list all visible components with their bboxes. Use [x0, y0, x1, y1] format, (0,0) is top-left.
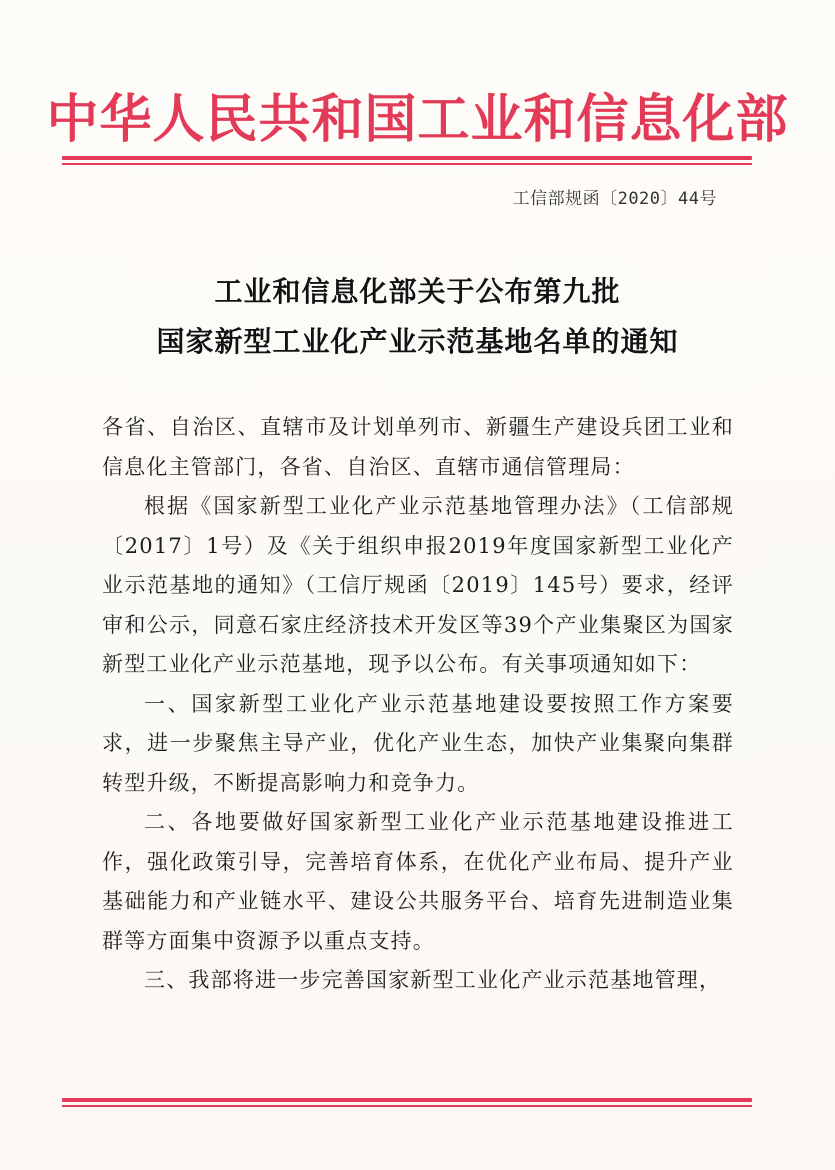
body-paragraph-item-1: 一、国家新型工业化产业示范基地建设要按照工作方案要求，进一步聚焦主导产业，优化产业生态，加快产业集聚向集群转型升级，不断提高影响力和竞争力。	[102, 691, 734, 795]
header-red-rule	[62, 156, 752, 165]
red-rule-thin-line	[62, 163, 752, 165]
document-body	[102, 408, 734, 1001]
red-rule-thin-line	[62, 1105, 752, 1107]
red-rule-thick-line	[62, 156, 752, 160]
addressee-paragraph: 各省、自治区、直辖市及计划单列市、新疆生产建设兵团工业和信息化主管部门，各省、自治区、直辖市通信管理局：	[102, 415, 734, 479]
body-paragraph-basis: 根据《国家新型工业化产业示范基地管理办法》（工信部规〔2017〕1号）及《关于组织申报2019年度国家新型工业化产业示范基地的通知》（工信厅规函〔2019〕145号）要求，经评审和公示，同意石家庄经济技术开发区等39个产业集聚区为国家新型工业化产业示范基地，现予以公布。有关事项通知如下：	[102, 494, 734, 676]
footer-red-rule	[62, 1098, 752, 1107]
document-title-line-1: 工业和信息化部关于公布第九批	[214, 275, 621, 308]
body-paragraph-item-3: 三、我部将进一步完善国家新型工业化产业示范基地管理，	[144, 968, 722, 992]
issuer-masthead: 中华人民共和国工业和信息化部	[46, 90, 789, 150]
body-paragraph-item-2: 二、各地要做好国家新型工业化产业示范基地建设推进工作，强化政策引导，完善培育体系，在优化产业布局、提升产业基础能力和产业链水平、建设公共服务平台、培育先进制造业集群等方面集中资源予以重点支持。	[102, 810, 734, 953]
red-rule-thick-line	[62, 1098, 752, 1102]
document-title-line-2: 国家新型工业化产业示范基地名单的通知	[156, 325, 679, 358]
document-number: 工信部规函〔2020〕44号	[512, 189, 717, 209]
